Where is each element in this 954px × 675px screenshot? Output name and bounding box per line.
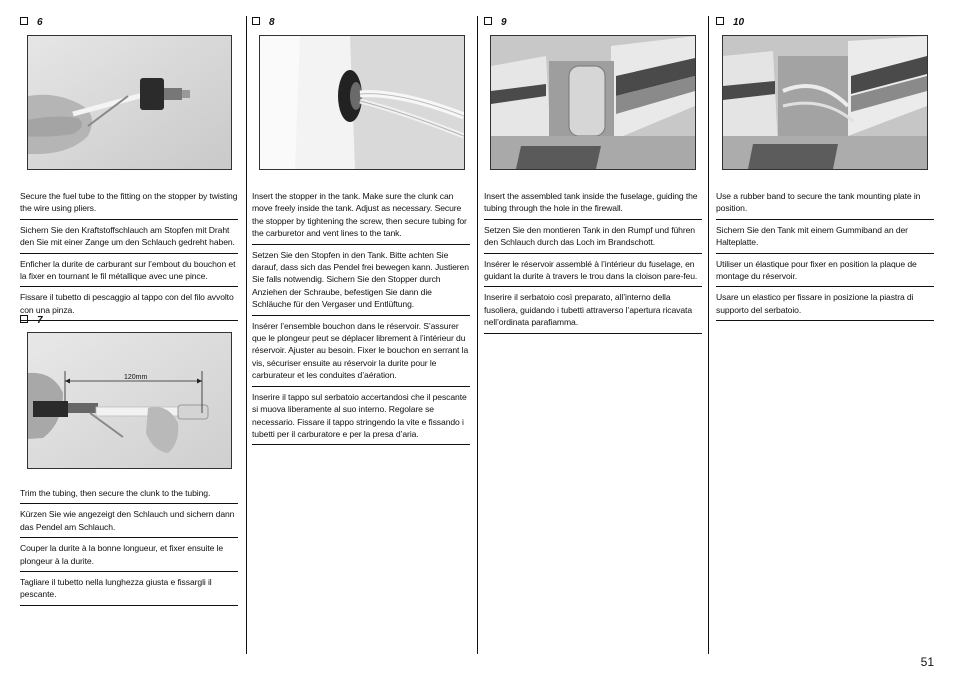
checkbox-icon <box>716 17 724 25</box>
text-english: Secure the fuel tube to the fitting on the stopper by twisting the wire using pliers. <box>20 188 238 220</box>
checkbox-icon <box>252 17 260 25</box>
text-english: Use a rubber band to secure the tank mounting plate in position. <box>716 188 934 220</box>
step-7-text <box>20 485 238 606</box>
text-italian: Usare un elastico per fissare in posizione la piastra di supporto del serbatoio. <box>716 287 934 321</box>
step-7-heading: 7 <box>20 315 43 326</box>
text-italian: Fissare il tubetto di pescaggio al tappo con del filo avvolto con una pinza. <box>20 287 238 321</box>
column-divider <box>477 16 478 654</box>
text-french: Utiliser un élastique pour fixer en position la plaque de montage du réservoir. <box>716 254 934 288</box>
text-english: Insert the stopper in the tank. Make sure the clunk can move freely inside the tank. Adjust as necessary. Secure the stopper by tightening the screw, then secure tubing for the carburetor and vent lines to the tank. <box>252 188 470 245</box>
step-6-heading: 6 <box>20 17 43 28</box>
text-french: Couper la durite à la bonne longueur, et fixer ensuite le plongeur à la durite. <box>20 538 238 572</box>
step-10-heading: 10 <box>716 17 744 28</box>
text-german: Sichern Sie den Kraftstoffschlauch am Stopfen mit Draht den Sie mit einer Zange um den Schlauch gedreht haben. <box>20 220 238 254</box>
text-english: Insert the assembled tank inside the fuselage, guiding the tubing through the hole in the firewall. <box>484 188 702 220</box>
step-9-heading: 9 <box>484 17 507 28</box>
step-8-photo <box>259 35 465 170</box>
step-8-heading: 8 <box>252 17 275 28</box>
column-divider <box>246 16 247 654</box>
text-french: Insérer le réservoir assemblé à l’intérieur du fuselage, en guidant la durite à travers le trou dans la cloison pare-feu. <box>484 254 702 288</box>
checkbox-icon <box>20 315 28 323</box>
page-number: 51 <box>920 655 934 669</box>
step-9-text <box>484 188 702 334</box>
text-french: Insérer l’ensemble bouchon dans le réservoir. S’assurer que le plongeur peut se déplacer librement à l’intérieur du réservoir. Ajuster au besoin. Fixer le bouchon en serrant la vis, sécuriser ensuite au réservoir la durite pour le carburateur et les conduites d’aération. <box>252 316 470 387</box>
checkbox-icon <box>484 17 492 25</box>
text-german: Setzen Sie den montieren Tank in den Rumpf und führen den Schlauch durch das Loch im Brandschott. <box>484 220 702 254</box>
step-10-text <box>716 188 934 321</box>
text-german: Sichern Sie den Tank mit einem Gummiband an der Halteplatte. <box>716 220 934 254</box>
step-8-text <box>252 188 470 445</box>
text-italian: Inserire il tappo sul serbatoio accertandosi che il pescante si muova liberamente al suo interno. Regolare se necessario. Fissare il tappo stringendo la vite e fissando i tubetti per il carburatore e per la presa d’aria. <box>252 387 470 446</box>
measurement-label: 120mm <box>124 374 148 381</box>
text-german: Setzen Sie den Stopfen in den Tank. Bitte achten Sie darauf, dass sich das Pendel frei bewegen kann. Justieren Sie falls notwendig. Sichern Sie den Stopper durch Anziehen der Schraube, befestigen Sie dann die Schläuche für den Vergaser und Entlüftung. <box>252 245 470 316</box>
text-german: Kürzen Sie wie angezeigt den Schlauch und sichern dann das Pendel am Schlauch. <box>20 504 238 538</box>
text-english: Trim the tubing, then secure the clunk to the tubing. <box>20 485 238 504</box>
text-italian: Inserire il serbatoio così preparato, all’interno della fusoliera, guidando i tubetti attraverso l’apertura ricavata nell’ordinata parafiamma. <box>484 287 702 333</box>
text-french: Enficher la durite de carburant sur l’embout du bouchon et la fixer en tournant le fil métallique avec une pince. <box>20 254 238 288</box>
step-6-photo <box>27 35 232 170</box>
checkbox-icon <box>20 17 28 25</box>
step-7-photo <box>27 332 232 469</box>
step-9-photo <box>490 35 696 170</box>
text-italian: Tagliare il tubetto nella lunghezza giusta e fissargli il pescante. <box>20 572 238 606</box>
step-6-text <box>20 188 238 321</box>
step-10-photo <box>722 35 928 170</box>
column-divider <box>708 16 709 654</box>
